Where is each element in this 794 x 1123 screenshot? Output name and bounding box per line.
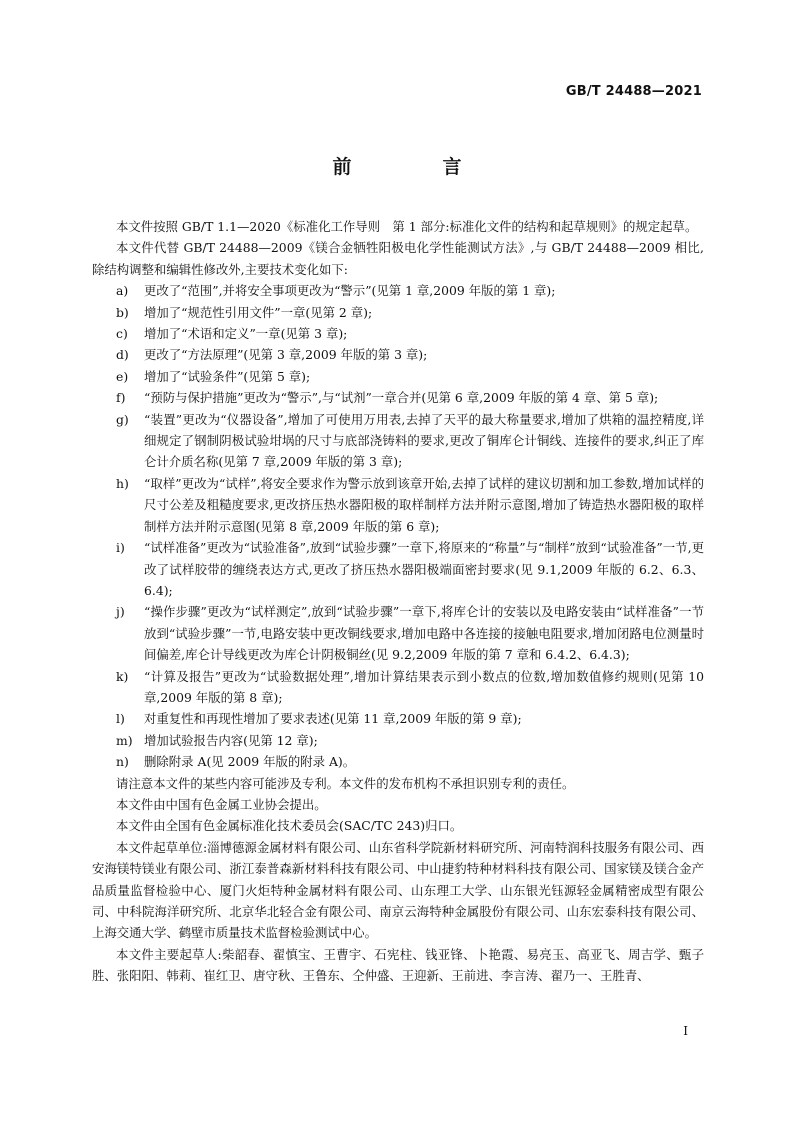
- list-item: [92, 537, 704, 601]
- list-item: [92, 280, 704, 301]
- list-marker: h): [116, 475, 129, 491]
- list-marker: d): [116, 347, 129, 363]
- list-item: [92, 666, 704, 709]
- list-item-text: 增加了“试验条件”(见第 5 章);: [144, 368, 311, 384]
- list-item-text: 更改了“范围”,并将安全事项更改为“警示”(见第 1 章,2009 年版的第 1 章);: [144, 283, 556, 299]
- list-marker: e): [116, 368, 129, 384]
- list-item: [92, 409, 704, 473]
- list-item-text: 删除附录 A(见 2009 年版的附录 A)。: [144, 754, 356, 770]
- list-marker: c): [116, 326, 128, 342]
- list-item: [92, 366, 704, 387]
- list-item: [92, 344, 704, 365]
- list-marker: k): [116, 668, 129, 684]
- paragraph: 本文件主要起草人:柴韶春、翟慎宝、王曹宇、石宪柱、钱亚锋、卜艳霞、易亮玉、高亚飞、周吉学、甄子胜、张阳阳、韩莉、崔红卫、唐守秋、王鲁东、仝仲盛、王迎新、王前进、李言涛、翟乃一、王胜青、: [92, 946, 704, 984]
- list-item: [92, 473, 704, 537]
- list-marker: f): [116, 390, 126, 406]
- list-marker: n): [116, 754, 129, 770]
- list-marker: b): [116, 304, 129, 320]
- paragraph: 本文件由全国有色金属标准化技术委员会(SAC/TC 243)归口。: [116, 818, 463, 834]
- paragraph: 本文件按照 GB/T 1.1—2020《标准化工作导则 第 1 部分:标准化文件的结构和起草规则》的规定起草。: [116, 219, 698, 234]
- standard-number: GB/T 24488—2021: [565, 84, 702, 99]
- list-item: [92, 708, 704, 729]
- list-item-text: 对重复性和再现性增加了要求表述(见第 11 章,2009 年版的第 9 章);: [144, 711, 522, 727]
- list-marker: a): [116, 283, 129, 299]
- list-item: [92, 730, 704, 751]
- page-title: 前 言: [332, 156, 498, 178]
- list-item-text: “操作步骤”更改为“试样测定”,放到“试验步骤”一章下,将库仑计的安装以及电路安装由“试样准备”一节放到“试验步骤”一节,电路安装中更改铜线要求,增加电路中各连接的接触电阻要求,增加闭路电位测量时间偏差,库仑计导线更改为库仑计阴极铜丝(见 9.2,2009 年版的第 7 章和 6.4.2、6.4.3);: [144, 604, 704, 663]
- list-marker: l): [116, 711, 125, 727]
- list-marker: i): [116, 540, 125, 556]
- paragraph: 请注意本文件的某些内容可能涉及专利。本文件的发布机构不承担识别专利的责任。: [116, 775, 575, 791]
- list-item-text: 增加了“术语和定义”一章(见第 3 章);: [144, 326, 348, 342]
- paragraph: 本文件由中国有色金属工业协会提出。: [116, 796, 327, 812]
- list-marker: g): [116, 411, 129, 427]
- list-item-text: “预防与保护措施”更改为“警示”,与“试剂”一章合并(见第 6 章,2009 年版的第 4 章、第 5 章);: [144, 390, 659, 406]
- paragraph: 本文件起草单位:淄博德源金属材料有限公司、山东省科学院新材料研究所、河南特润科技服务有限公司、西安海镁特镁业有限公司、浙江泰普森新材料科技有限公司、中山捷豹特种材料科技有限公司、国家镁及镁合金产品质量监督检验中心、厦门火炬特种金属材料有限公司、山东理工大学、山东银光钰源轻金属精密成型有限公司、中科院海洋研究所、北京华北轻合金有限公司、南京云海特种金属股份有限公司、山东宏泰科技有限公司、上海交通大学、鹤壁市质量技术监督检验测试中心。: [92, 839, 704, 941]
- list-item: [92, 751, 704, 772]
- list-item-text: 更改了“方法原理”(见第 3 章,2009 年版的第 3 章);: [144, 347, 428, 363]
- list-item: [92, 601, 704, 665]
- list-item: [92, 302, 704, 323]
- list-item: [92, 387, 704, 408]
- list-item-text: “试样准备”更改为“试验准备”,放到“试验步骤”一章下,将原来的“称量”与“制样”放到“试验准备”一节,更改了试样胶带的缠绕表达方式,更改了挤压热水器阳极端面密封要求(见 9.1,2009 年版的 6.2、6.3、6.4);: [144, 540, 704, 598]
- list-item-text: “取样”更改为“试样”,将安全要求作为警示放到该章开始,去掉了试样的建议切割和加工参数,增加试样的尺寸公差及粗糙度要求,更改挤压热水器阳极的取样制样方法并附示意图,增加了铸造热水器阳极的取样制样方法并附示意图(见第 8 章,2009 年版的第 6 章);: [144, 475, 704, 534]
- paragraph: 本文件代替 GB/T 24488—2009《镁合金牺牲阳极电化学性能测试方法》,与 GB/T 24488—2009 相比,除结构调整和编辑性修改外,主要技术变化如下:: [92, 240, 704, 277]
- list-item-text: “装置”更改为“仪器设备”,增加了可使用万用表,去掉了天平的最大称量要求,增加了烘箱的温控精度,详细规定了钢制阴极试验坩埚的尺寸与底部浇铸料的要求,更改了铜库仑计铜线、连接件的要求,纠正了库仑计介质名称(见第 7 章,2009 年版的第 3 章);: [144, 411, 704, 470]
- page-number: I: [683, 1024, 688, 1038]
- document-body: [92, 216, 704, 987]
- list-marker: m): [116, 732, 133, 748]
- list-item-text: 增加试验报告内容(见第 12 章);: [144, 732, 318, 748]
- list-marker: j): [116, 604, 125, 620]
- list-item: [92, 323, 704, 344]
- list-item-text: 增加了“规范性引用文件”一章(见第 2 章);: [144, 304, 373, 320]
- list-item-text: “计算及报告”更改为“试验数据处理”,增加计算结果表示到小数点的位数,增加数值修约规则(见第 10 章,2009 年版的第 8 章);: [144, 668, 704, 705]
